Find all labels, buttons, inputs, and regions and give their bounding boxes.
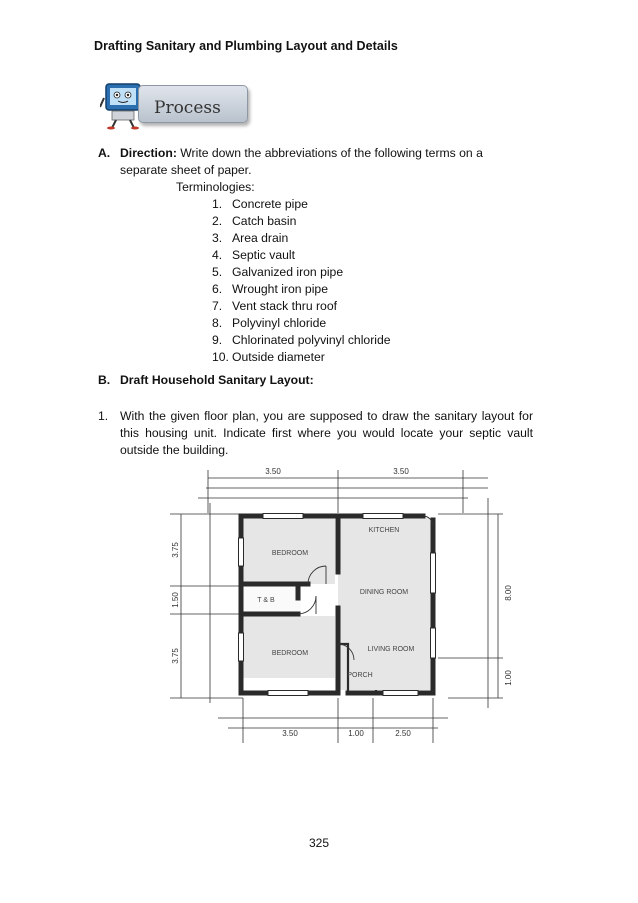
list-item: 10. Outside diameter [212,350,325,364]
direction-text-1: Write down the abbreviations of the following terms on a [176,146,483,160]
list-item: 7. Vent stack thru roof [212,299,338,313]
terminologies-list [212,196,391,366]
room-label-kitchen: KITCHEN [368,527,400,534]
list-item: 5. Galvanized iron pipe [212,265,344,279]
direction-line-2: separate sheet of paper. [120,163,252,177]
room-label-bedroom-bottom: BEDROOM [271,650,309,657]
dim-left-top: 3.75 [171,542,180,558]
process-banner [138,85,248,123]
section-a-label: A. [98,146,111,160]
dim-right-main: 8.00 [504,585,513,601]
room-label-porch: PORCH [347,672,373,679]
process-banner-block [100,76,250,132]
process-banner-label: Process [154,98,221,118]
list-item: 8. Polyvinyl chloride [212,316,327,330]
dim-top-left: 3.50 [265,467,281,476]
room-label-bedroom-top: BEDROOM [271,550,309,557]
direction-label: Direction: [120,146,177,160]
section-b-title: Draft Household Sanitary Layout: [120,373,314,387]
list-item: 3. Area drain [212,231,289,245]
dim-bottom-right: 2.50 [395,729,411,738]
dim-bottom-mid: 1.00 [348,729,364,738]
floor-plan [148,458,528,748]
list-item: 2. Catch basin [212,214,297,228]
list-item: 6. Wrought iron pipe [212,282,328,296]
item-number: 1. [98,409,109,423]
item-text: With the given floor plan, you are supposed to draw the sanitary layout for this housing unit. Indicate first where you would locate your septic vault outside the building. [120,409,533,457]
page-number: 325 [308,836,330,850]
section-b-label: B. [98,373,111,387]
dim-top-right: 3.50 [393,467,409,476]
room-label-dining: DINING ROOM [359,589,409,596]
dim-bottom-left: 3.50 [282,729,298,738]
room-label-tb: T & B [257,597,275,604]
terminologies-heading: Terminologies: [176,180,255,194]
list-item: 1. Concrete pipe [212,197,308,211]
document-header: Drafting Sanitary and Plumbing Layout and Details [94,39,398,53]
list-item: 9. Chlorinated polyvinyl chloride [212,333,391,347]
dim-left-mid: 1.50 [171,592,180,608]
room-label-living: LIVING ROOM [367,646,415,653]
direction-line-1 [120,145,483,162]
list-item: 4. Septic vault [212,248,296,262]
dim-left-bottom: 3.75 [171,648,180,664]
dim-right-small: 1.00 [504,670,513,686]
